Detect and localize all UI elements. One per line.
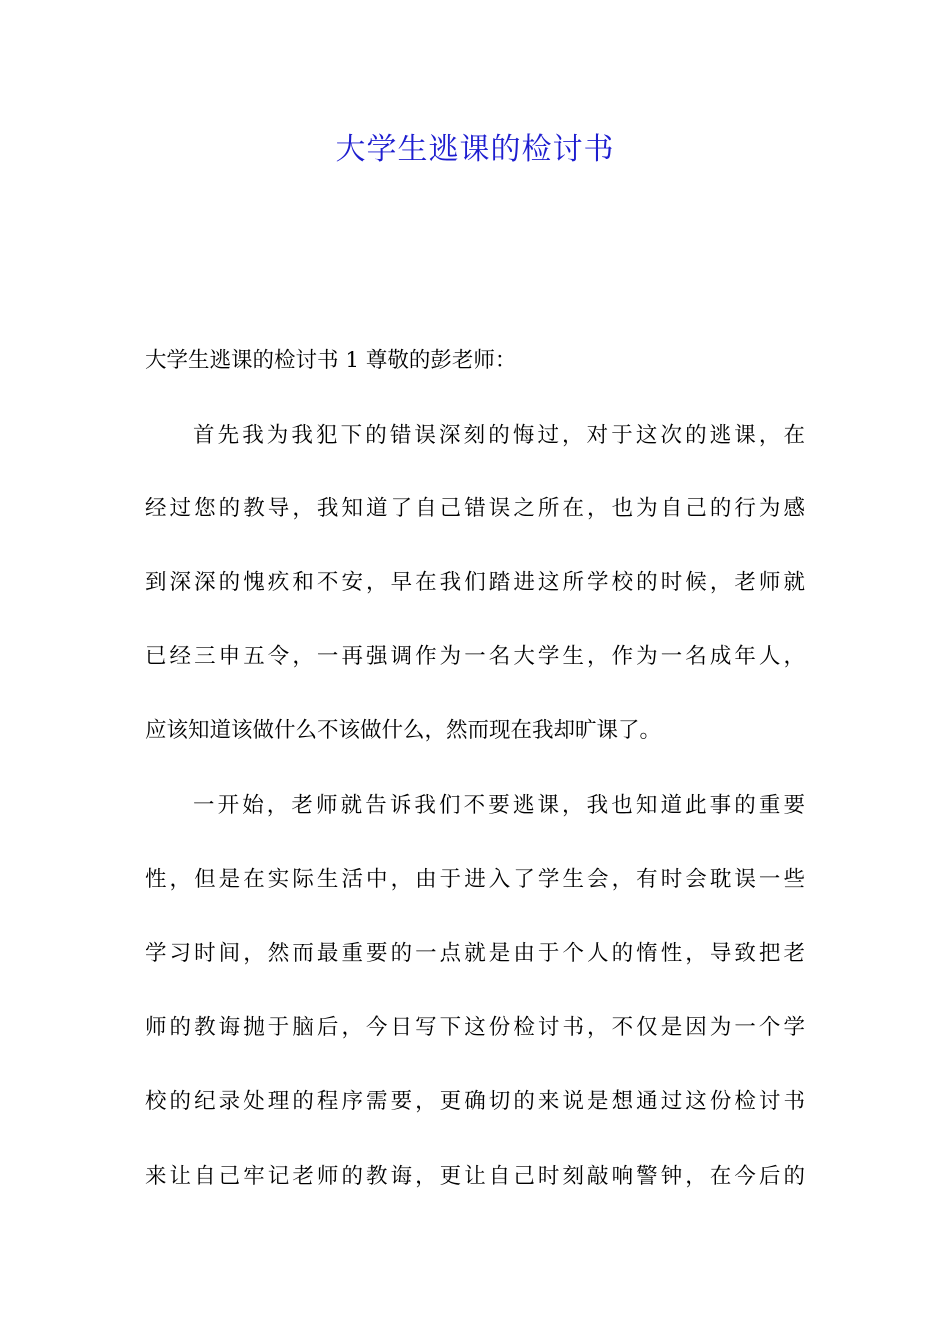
document-title: 大学生逃课的检讨书 bbox=[335, 132, 615, 167]
paragraph-line: 师的教诲抛于脑后，今日写下这份检讨书，不仅是因为一个学 bbox=[145, 1015, 805, 1040]
paragraph-line: 应该知道该做什么不该做什么，然而现在我却旷课了。 bbox=[145, 718, 662, 743]
salutation-line: 大学生逃课的检讨书 1 尊敬的彭老师： bbox=[145, 348, 517, 373]
paragraph-line: 校的纪录处理的程序需要，更确切的来说是想通过这份检讨书 bbox=[145, 1089, 805, 1114]
paragraph-line: 性，但是在实际生活中，由于进入了学生会，有时会耽误一些 bbox=[145, 867, 805, 892]
paragraph-line: 首先我为我犯下的错误深刻的悔过，对于这次的逃课，在 bbox=[193, 423, 805, 448]
paragraph-line: 来让自己牢记老师的教诲，更让自己时刻敲响警钟，在今后的 bbox=[145, 1164, 805, 1189]
paragraph-line: 已经三申五令，一再强调作为一名大学生，作为一名成年人， bbox=[145, 644, 805, 669]
paragraph-line: 学习时间，然而最重要的一点就是由于个人的惰性，导致把老 bbox=[145, 941, 805, 966]
paragraph-line: 经过您的教导，我知道了自己错误之所在，也为自己的行为感 bbox=[145, 496, 805, 521]
paragraph-line: 到深深的愧疚和不安，早在我们踏进这所学校的时候，老师就 bbox=[145, 570, 805, 595]
paragraph-line: 一开始，老师就告诉我们不要逃课，我也知道此事的重要 bbox=[193, 793, 805, 818]
